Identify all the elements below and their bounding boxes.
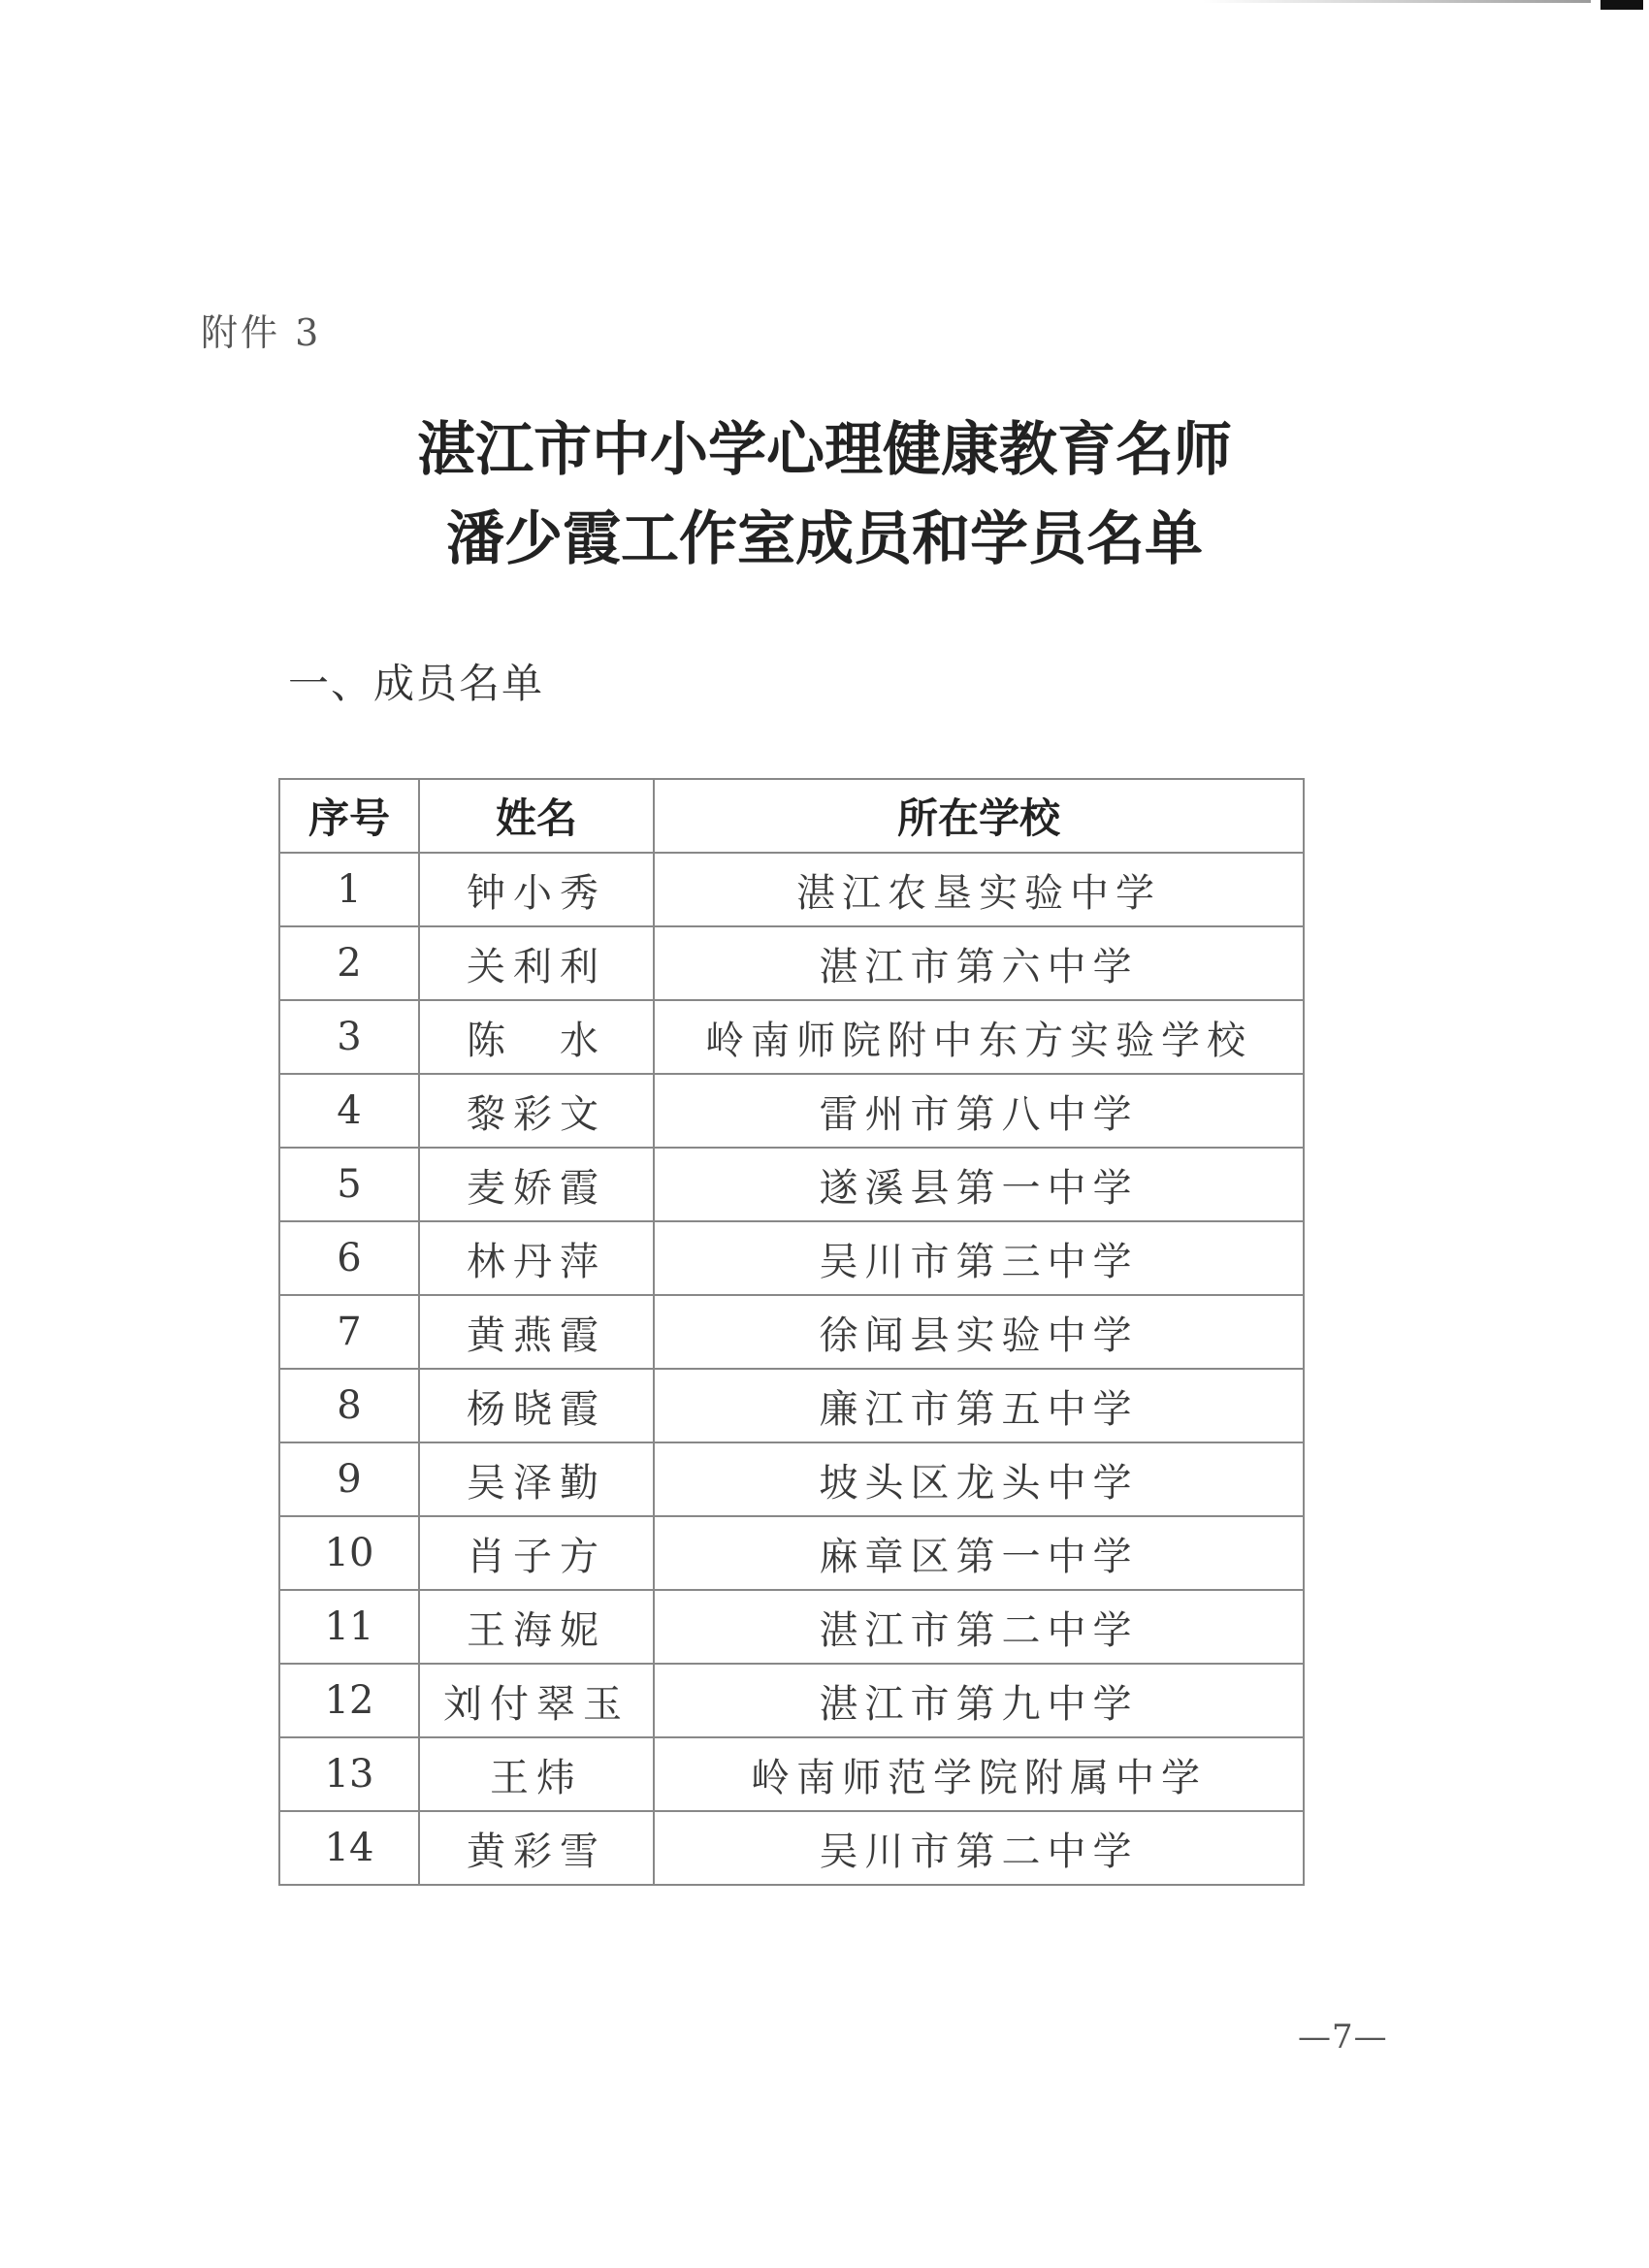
scan-edge-mark xyxy=(1600,0,1643,10)
header-name: 姓名 xyxy=(419,779,654,853)
title-line-2: 潘少霞工作室成员和学员名单 xyxy=(446,505,1203,573)
member-table xyxy=(278,778,1305,1886)
row-school: 吴川市第二中学 xyxy=(654,1811,1304,1885)
row-number: 2 xyxy=(279,926,419,1000)
header-school: 所在学校 xyxy=(654,779,1304,853)
row-number: 10 xyxy=(279,1516,419,1590)
row-number: 1 xyxy=(279,853,419,926)
table-row xyxy=(279,1148,1304,1221)
page-number: —7— xyxy=(1298,2018,1388,2057)
row-school: 吴川市第三中学 xyxy=(654,1221,1304,1295)
row-number: 8 xyxy=(279,1369,419,1442)
table-row xyxy=(279,1516,1304,1590)
row-name: 吴泽勤 xyxy=(419,1442,654,1516)
row-school: 徐闻县实验中学 xyxy=(654,1295,1304,1369)
row-name: 王炜 xyxy=(419,1737,654,1811)
table-row xyxy=(279,926,1304,1000)
row-school: 麻章区第一中学 xyxy=(654,1516,1304,1590)
row-school: 岭南师范学院附属中学 xyxy=(654,1737,1304,1811)
attachment-label: 附件 3 xyxy=(201,311,322,354)
row-name: 钟小秀 xyxy=(419,853,654,926)
table-row xyxy=(279,1369,1304,1442)
row-school: 湛江市第九中学 xyxy=(654,1664,1304,1737)
row-name: 陈 水 xyxy=(419,1000,654,1074)
row-school: 雷州市第八中学 xyxy=(654,1074,1304,1148)
table-row xyxy=(279,1590,1304,1664)
row-number: 7 xyxy=(279,1295,419,1369)
table-row xyxy=(279,853,1304,926)
row-name: 林丹萍 xyxy=(419,1221,654,1295)
row-number: 3 xyxy=(279,1000,419,1074)
row-name: 肖子方 xyxy=(419,1516,654,1590)
table-header-row xyxy=(279,779,1304,853)
row-school: 廉江市第五中学 xyxy=(654,1369,1304,1442)
row-number: 5 xyxy=(279,1148,419,1221)
row-number: 14 xyxy=(279,1811,419,1885)
row-number: 12 xyxy=(279,1664,419,1737)
row-name: 麦娇霞 xyxy=(419,1148,654,1221)
table-row xyxy=(279,1295,1304,1369)
row-number: 6 xyxy=(279,1221,419,1295)
table-row xyxy=(279,1664,1304,1737)
row-name: 王海妮 xyxy=(419,1590,654,1664)
scan-edge-line xyxy=(1203,0,1591,3)
section-heading: 一、成员名单 xyxy=(288,660,545,707)
row-school: 岭南师院附中东方实验学校 xyxy=(654,1000,1304,1074)
row-number: 9 xyxy=(279,1442,419,1516)
row-school: 湛江市第二中学 xyxy=(654,1590,1304,1664)
row-school: 遂溪县第一中学 xyxy=(654,1148,1304,1221)
table-row xyxy=(279,1737,1304,1811)
row-school: 湛江市第六中学 xyxy=(654,926,1304,1000)
table-row xyxy=(279,1221,1304,1295)
row-name: 黄燕霞 xyxy=(419,1295,654,1369)
table-row xyxy=(279,1074,1304,1148)
document-title xyxy=(0,405,1649,584)
table-row xyxy=(279,1811,1304,1885)
row-name: 关利利 xyxy=(419,926,654,1000)
row-name: 刘付翠玉 xyxy=(419,1664,654,1737)
row-name: 杨晓霞 xyxy=(419,1369,654,1442)
table-row xyxy=(279,1000,1304,1074)
row-school: 坡头区龙头中学 xyxy=(654,1442,1304,1516)
table-row xyxy=(279,1442,1304,1516)
row-number: 13 xyxy=(279,1737,419,1811)
row-school: 湛江农垦实验中学 xyxy=(654,853,1304,926)
title-line-1: 湛江市中小学心理健康教育名师 xyxy=(417,416,1232,484)
row-name: 黄彩雪 xyxy=(419,1811,654,1885)
row-number: 4 xyxy=(279,1074,419,1148)
row-name: 黎彩文 xyxy=(419,1074,654,1148)
row-number: 11 xyxy=(279,1590,419,1664)
header-number: 序号 xyxy=(279,779,419,853)
